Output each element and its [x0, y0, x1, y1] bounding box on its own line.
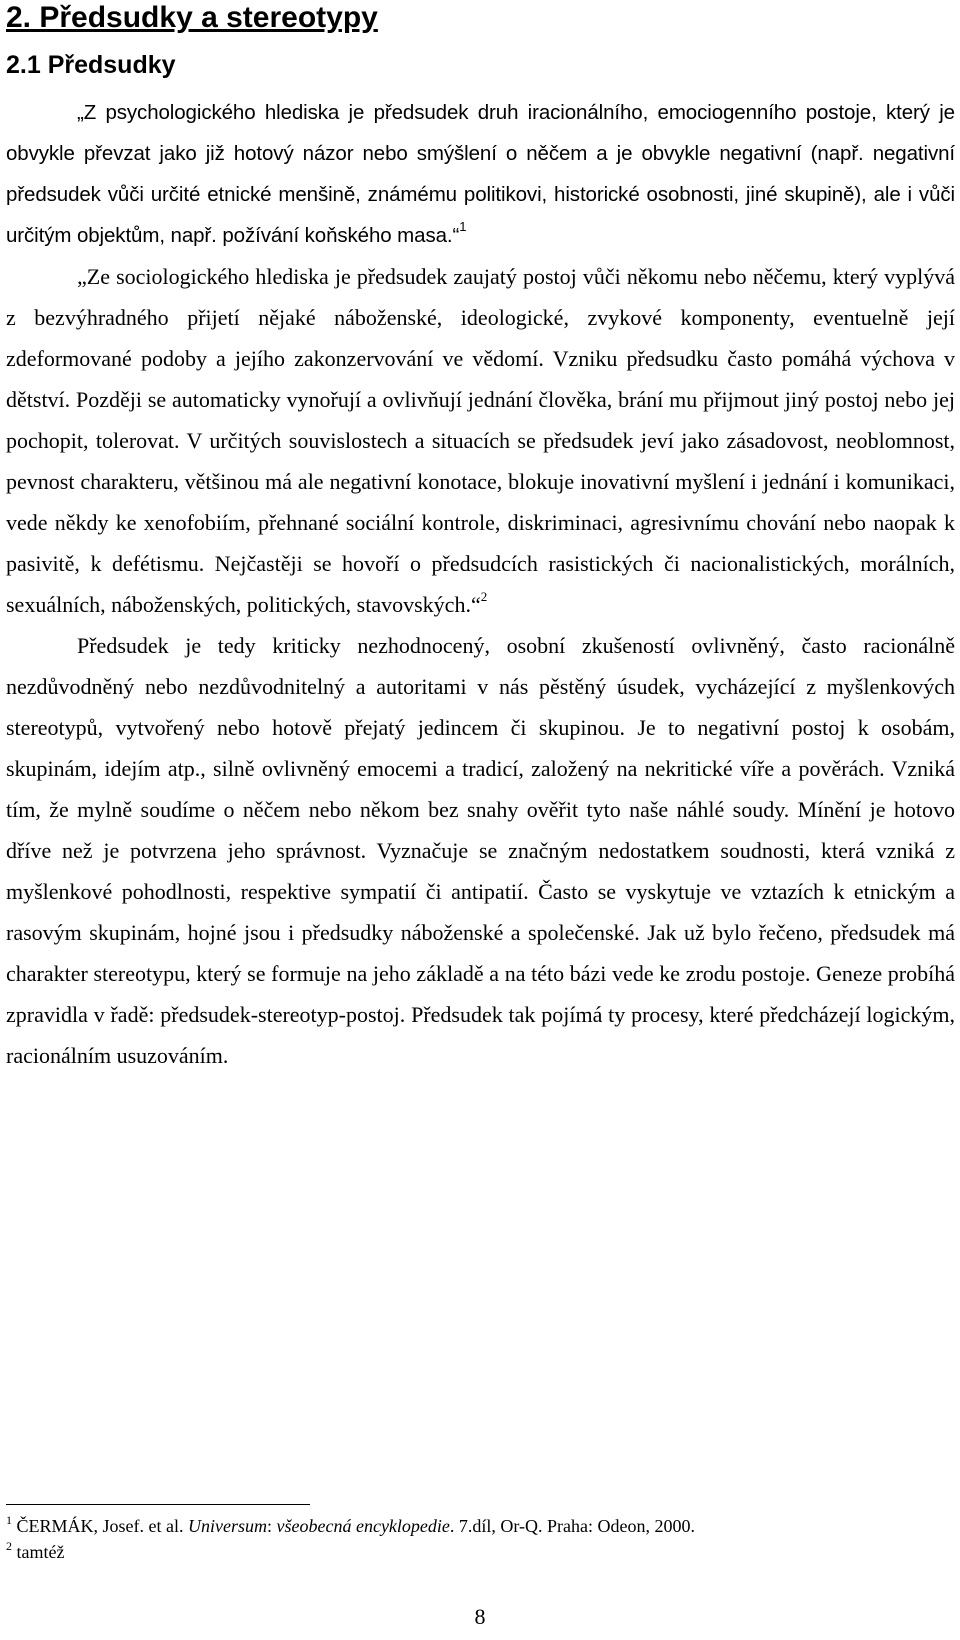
footnote-2 — [6, 1539, 906, 1565]
paragraph-text: „Z psychologického hlediska je předsudek druh iracionálního, emociogenního postoje, který je obvykle převzat jako již hotový názor nebo smýšlení o něčem a je obvykle negativní (např. negativní předsudek vůči určité etnické menšině, známému politikovi, historické osobnosti, jiné skupině), ale i vůči určitým objektům, např. požívání koňského masa.“ — [6, 101, 955, 247]
footnote-number: 1 — [6, 1513, 12, 1527]
paragraph-prejudice-definition: Předsudek je tedy kriticky nezhodnocený, osobní zkušeností ovlivněný, často racionálně nezdůvodněný nebo nezdůvodnitelný a autoritami v nás pěstěný úsudek, vycházející z myšlenkových stereotypů, vytvořený nebo hotově přejatý jedincem či skupinou. Je to negativní postoj k osobám, skupinám, idejím atp., silně ovlivněný emocemi a tradicí, založený na nekritické víře a pověrách. Vzniká tím, že mylně soudíme o něčem nebo někom bez snahy ověřit tyto naše náhlé soudy. Mínění je hotovo dříve než je potvrzena jeho správnost. Vyznačuje se značným nedostatkem soudnosti, která vzniká z myšlenkové pohodlnosti, respektive sympatií či antipatií. Často se vyskytuje ve vztazích k etnickým a rasovým skupinám, hojné jsou i předsudky náboženské a společenské. Jak už bylo řečeno, předsudek má charakter stereotypu, který se formuje na jeho základě a na této bázi vede ke zrodu postoje. Geneze probíhá zpravidla v řadě: předsudek-stereotyp-postoj. Předsudek tak pojímá ty procesy, které předcházejí logickým, racionálním usuzováním. — [6, 633, 955, 1068]
chapter-heading: 2. Předsudky a stereotypy — [6, 1, 378, 34]
page-number: 8 — [474, 1604, 486, 1629]
footnote-separator — [6, 1504, 310, 1505]
footnote-details: . 7.díl, Or-Q. Praha: Odeon, 2000. — [449, 1516, 696, 1536]
footnotes — [6, 1504, 906, 1565]
paragraph-text: „Ze sociologického hlediska je předsudek zaujatý postoj vůči někomu nebo něčemu, který vyplývá z bezvýhradného přijetí nějaké náboženské, ideologické, zvykové komponenty, eventuelně její zdeformované podoby a jejího zakonzervování ve vědomí. Vzniku předsudku často pomáhá výchova v dětství. Později se automaticky vynořují a ovlivňují jednání člověka, brání mu přijmout jiný postoj nebo jej pochopit, tolerovat. V určitých souvislostech a situacích se předsudek jeví jako zásadovost, neoblomnost, pevnost charakteru, většinou má ale negativní konotace, blokuje inovativní myšlení i jednání i komunikaci, vede někdy ke xenofobiím, přehnané sociální kontrole, diskriminaci, agresivnímu chování nebo naopak k pasivitě, k defétismu. Nejčastěji se hovoří o předsudcích rasistických či nacionalistických, morálních, sexuálních, náboženských, politických, stavovských.“ — [6, 264, 955, 617]
paragraph-quote-psychological — [6, 92, 955, 256]
footnote-subtitle: všeobecná encyklopedie — [276, 1516, 450, 1536]
footnote-reference[interactable]: 2 — [480, 589, 488, 604]
footnote-title: Universum — [187, 1516, 267, 1536]
footnote-author: ČERMÁK, Josef. et al. — [16, 1516, 184, 1536]
document-page — [6, 0, 955, 1076]
footnote-colon: : — [266, 1516, 272, 1536]
footnote-text: tamtéž — [16, 1542, 65, 1562]
section-heading: 2.1 Předsudky — [6, 51, 176, 79]
paragraph-quote-sociological — [6, 256, 955, 625]
footnote-reference[interactable]: 1 — [459, 219, 467, 234]
footnote-1 — [6, 1513, 906, 1539]
footnote-number: 2 — [6, 1539, 12, 1553]
